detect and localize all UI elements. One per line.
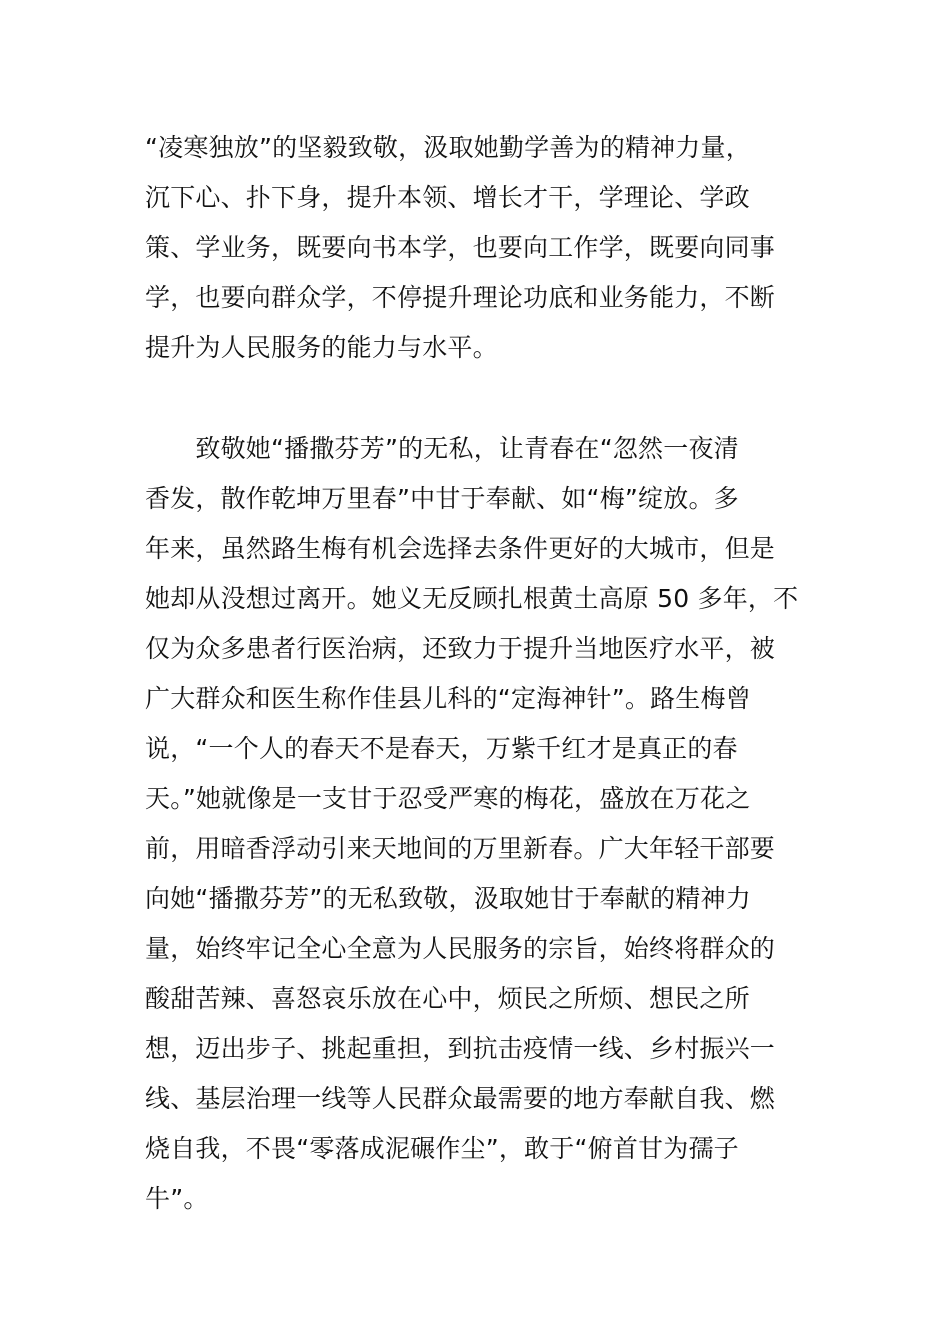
text-line: 向她“播撒芬芳”的无私致敬，汲取她甘于奉献的精神力 — [145, 884, 751, 913]
text-line: 线、基层治理一线等人民群众最需要的地方奉献自我、燃 — [145, 1084, 776, 1113]
text-line: 年来，虽然路生梅有机会选择去条件更好的大城市，但是 — [145, 534, 776, 563]
text-line: “凌寒独放”的坚毅致敬，汲取她勤学善为的精神力量， — [145, 133, 751, 162]
text-line: 致敬她“播撒芬芳”的无私，让青春在“忽然一夜清 — [145, 434, 739, 463]
text-line: 想，迈出步子、挑起重担，到抗击疫情一线、乡村振兴一 — [145, 1034, 776, 1063]
text-line: 天。”她就像是一支甘于忍受严寒的梅花，盛放在万花之 — [145, 784, 751, 813]
text-line: 酸甜苦辣、喜怒哀乐放在心中，烦民之所烦、想民之所 — [145, 984, 750, 1013]
text-line: 学，也要向群众学，不停提升理论功底和业务能力，不断 — [145, 283, 776, 312]
text-line: 提升为人民服务的能力与水平。 — [145, 333, 498, 362]
paragraph-spreading-fragrance — [145, 424, 810, 1224]
text-line: 牛”。 — [145, 1184, 209, 1213]
paragraph-dedication-continued — [145, 123, 810, 373]
text-line: 仅为众多患者行医治病，还致力于提升当地医疗水平，被 — [145, 634, 776, 663]
text-line: 策、学业务，既要向书本学，也要向工作学，既要向同事 — [145, 233, 776, 262]
text-line: 前，用暗香浮动引来天地间的万里新春。广大年轻干部要 — [145, 834, 776, 863]
text-line: 沉下心、扑下身，提升本领、增长才干，学理论、学政 — [145, 183, 750, 212]
text-line: 说，“一个人的春天不是春天，万紫千红才是真正的春 — [145, 734, 738, 763]
text-line: 量，始终牢记全心全意为人民服务的宗旨，始终将群众的 — [145, 934, 776, 963]
text-line: 烧自我，不畏“零落成泥碾作尘”，敢于“俯首甘为孺子 — [145, 1134, 739, 1163]
text-line: 广大群众和医生称作佳县儿科的“定海神针”。路生梅曾 — [145, 684, 751, 713]
text-line: 香发，散作乾坤万里春”中甘于奉献、如“梅”绽放。多 — [145, 484, 739, 513]
text-line: 她却从没想过离开。她义无反顾扎根黄土高原 50 多年，不 — [145, 584, 799, 613]
